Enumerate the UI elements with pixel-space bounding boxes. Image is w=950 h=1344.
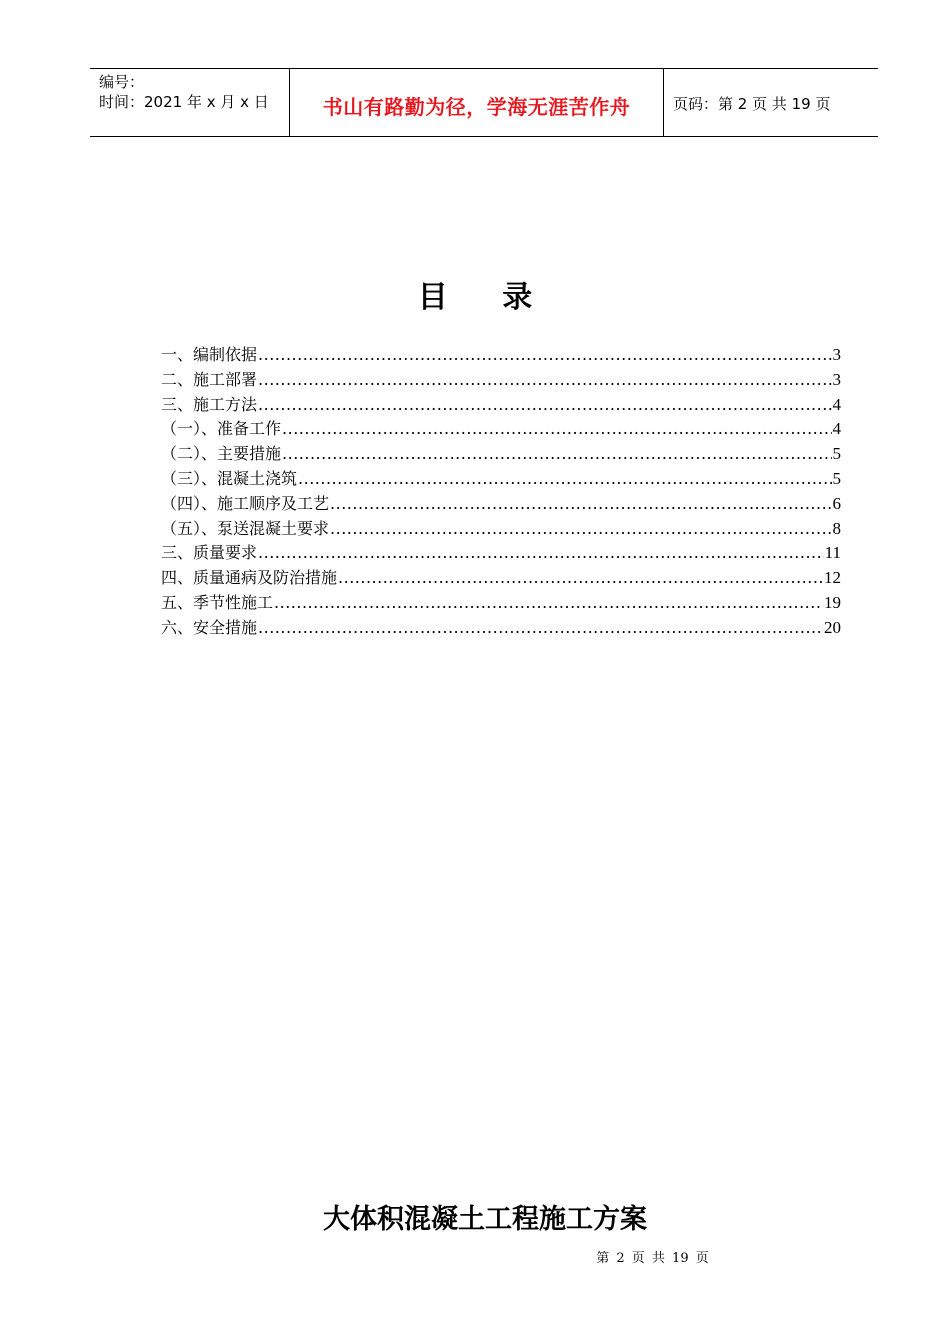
toc-entry-page: 20	[824, 617, 841, 637]
toc-leader-dots	[258, 393, 831, 418]
toc-entry-label: 五、季节性施工	[161, 592, 274, 612]
toc-entry[interactable]	[161, 566, 841, 591]
toc-entry-label: （五）、泵送混凝土要求	[161, 518, 330, 538]
toc-leader-dots	[274, 591, 823, 616]
toc-entry-label: （三）、混凝土浇筑	[161, 468, 298, 488]
toc-entry-page: 4	[832, 394, 841, 414]
toc-entry-page: 4	[832, 419, 841, 439]
toc-entry[interactable]	[161, 368, 841, 393]
toc-leader-dots	[258, 616, 823, 641]
toc-entry-page: 11	[824, 543, 841, 563]
toc-entry-page: 3	[832, 369, 841, 389]
toc-entry-page: 8	[832, 518, 841, 538]
toc-entry-label: （四）、施工顺序及工艺	[161, 493, 330, 513]
toc-leader-dots	[298, 467, 831, 492]
motto-text: 书山有路勤为径，学海无涯苦作舟	[322, 95, 631, 119]
toc-leader-dots	[258, 368, 831, 393]
toc-entry[interactable]	[161, 517, 841, 542]
toc-entry[interactable]	[161, 393, 841, 418]
toc-leader-dots	[282, 442, 831, 467]
toc-entry-label: 四、质量通病及防治措施	[161, 568, 338, 588]
toc-entry-label: 六、安全措施	[161, 617, 258, 637]
toc-leader-dots	[258, 541, 824, 566]
toc-title: 目 录	[417, 280, 555, 315]
table-of-contents	[161, 343, 841, 641]
document-title: 大体积混凝土工程施工方案	[323, 1204, 647, 1235]
page-number: 第 2 页 共 19 页	[596, 1251, 709, 1266]
toc-entry-label: 三、施工方法	[161, 394, 258, 414]
toc-entry-page: 3	[832, 345, 841, 364]
toc-entry-page: 19	[824, 592, 841, 612]
toc-entry-label: （一）、准备工作	[161, 419, 282, 439]
toc-entry[interactable]	[161, 417, 841, 442]
toc-entry[interactable]	[161, 492, 841, 517]
toc-entry[interactable]	[161, 591, 841, 616]
header-page-cell	[664, 69, 878, 136]
toc-leader-dots	[282, 417, 831, 442]
serial-label: 编号：	[99, 73, 145, 91]
toc-entry[interactable]	[161, 442, 841, 467]
toc-entry-label: 三、质量要求	[161, 543, 258, 563]
toc-leader-dots	[258, 343, 831, 368]
toc-entry-page: 5	[832, 444, 841, 464]
toc-entry[interactable]	[161, 343, 841, 368]
toc-leader-dots	[338, 566, 823, 591]
toc-entry-page: 6	[832, 493, 841, 513]
document-header	[90, 68, 878, 137]
toc-entry-page: 12	[824, 568, 841, 588]
toc-entry-label: 一、编制依据	[161, 345, 258, 364]
toc-entry-label: 二、施工部署	[161, 369, 258, 389]
toc-entry-page: 5	[832, 468, 841, 488]
toc-entry[interactable]	[161, 541, 841, 566]
date-text: 时间：2021 年 x 月 x 日	[99, 93, 269, 111]
page-info: 页码：第 2 页 共 19 页	[673, 95, 831, 113]
toc-leader-dots	[330, 517, 831, 542]
header-meta-cell	[90, 69, 290, 136]
header-motto-cell	[290, 69, 664, 136]
toc-entry[interactable]	[161, 616, 841, 641]
toc-entry[interactable]	[161, 467, 841, 492]
toc-entry-label: （二）、主要措施	[161, 444, 282, 464]
toc-leader-dots	[330, 492, 831, 517]
